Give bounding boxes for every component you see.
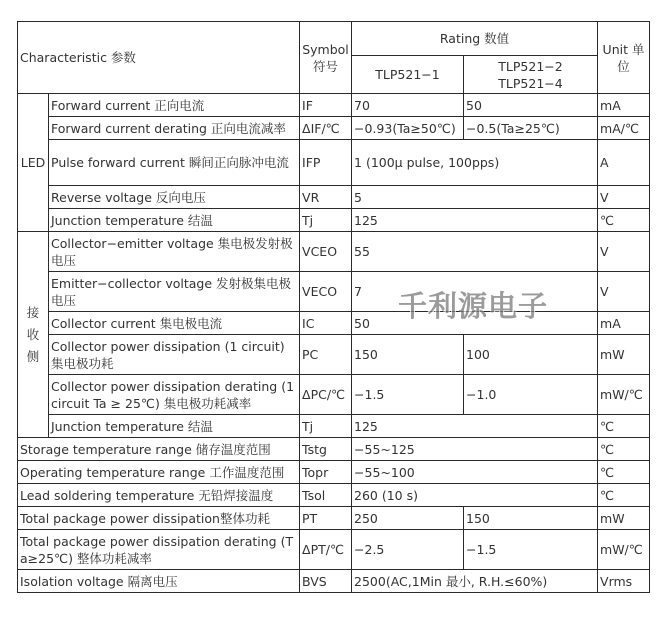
row-symbol: BVS <box>300 570 352 593</box>
row-value: 50 <box>352 312 598 335</box>
row-unit: V <box>598 272 650 312</box>
table-row <box>18 438 650 461</box>
ratings-table <box>17 21 650 593</box>
row-symbol: Tstg <box>300 438 352 461</box>
table-row <box>18 209 650 232</box>
row-value-b: 150 <box>464 507 598 530</box>
row-name: Total package power dissipation derating (Ta≥25℃) 整体功耗减率 <box>18 530 300 570</box>
table-row <box>18 232 650 272</box>
row-unit: V <box>598 186 650 209</box>
row-name: Lead soldering temperature 无铅焊接温度 <box>18 484 300 507</box>
row-symbol: Tsol <box>300 484 352 507</box>
row-value: −55~100 <box>352 461 598 484</box>
table-row <box>18 507 650 530</box>
table-row <box>18 335 650 375</box>
row-symbol: PC <box>300 335 352 375</box>
row-name: Junction temperature 结温 <box>49 415 300 438</box>
row-value: 125 <box>352 415 598 438</box>
header-rating: Rating 数值 <box>352 22 598 56</box>
header-model-b-line2: TLP521−4 <box>498 75 563 91</box>
row-unit: ℃ <box>598 209 650 232</box>
table-row <box>18 570 650 593</box>
row-unit: Vrms <box>598 570 650 593</box>
row-value: 1 (100μ pulse, 100pps) <box>352 140 598 186</box>
row-unit: ℃ <box>598 461 650 484</box>
table-row <box>18 94 650 117</box>
row-unit: mW/℃ <box>598 375 650 415</box>
row-name: Collector power dissipation derating (1 circuit Ta ≥ 25℃) 集电极功耗减率 <box>49 375 300 415</box>
group-receiver-char: 侧 <box>26 348 40 364</box>
row-name: Collector current 集电极电流 <box>49 312 300 335</box>
row-name: Collector power dissipation (1 circuit) 集电极功耗 <box>49 335 300 375</box>
table-row <box>18 312 650 335</box>
row-name: Junction temperature 结温 <box>49 209 300 232</box>
row-unit: mA/℃ <box>598 117 650 140</box>
table-row <box>18 415 650 438</box>
row-symbol: VECO <box>300 272 352 312</box>
row-name: Isolation voltage 隔离电压 <box>18 570 300 593</box>
row-symbol: Topr <box>300 461 352 484</box>
row-value-a: 70 <box>352 94 464 117</box>
table-row <box>18 140 650 186</box>
row-unit: V <box>598 232 650 272</box>
row-symbol: ΔIF/℃ <box>300 117 352 140</box>
row-name: Collector−emitter voltage 集电极发射极电压 <box>49 232 300 272</box>
row-unit: mA <box>598 94 650 117</box>
row-value-a: −0.93(Ta≥50℃) <box>352 117 464 140</box>
row-unit: A <box>598 140 650 186</box>
table-row <box>18 272 650 312</box>
row-unit: mA <box>598 312 650 335</box>
row-symbol: PT <box>300 507 352 530</box>
row-value-a: −1.5 <box>352 375 464 415</box>
row-value: −55~125 <box>352 438 598 461</box>
row-value-b: −1.5 <box>464 530 598 570</box>
header-unit: Unit 单位 <box>598 22 650 94</box>
row-unit: ℃ <box>598 484 650 507</box>
row-value-a: −2.5 <box>352 530 464 570</box>
row-name: Emitter−collector voltage 发射极集电极电压 <box>49 272 300 312</box>
row-symbol: IFP <box>300 140 352 186</box>
row-name: Operating temperature range 工作温度范围 <box>18 461 300 484</box>
row-name: Total package power dissipation整体功耗 <box>18 507 300 530</box>
row-symbol: Tj <box>300 415 352 438</box>
row-value: 260 (10 s) <box>352 484 598 507</box>
group-receiver-label <box>18 232 49 438</box>
row-value-b: 100 <box>464 335 598 375</box>
row-value: 125 <box>352 209 598 232</box>
row-symbol: Tj <box>300 209 352 232</box>
row-value-b: −1.0 <box>464 375 598 415</box>
header-model-b <box>464 56 598 94</box>
group-receiver-char: 收 <box>26 326 40 342</box>
row-value-b: 50 <box>464 94 598 117</box>
row-value: 55 <box>352 232 598 272</box>
row-name: Reverse voltage 反向电压 <box>49 186 300 209</box>
table-row <box>18 186 650 209</box>
row-symbol: VCEO <box>300 232 352 272</box>
row-value-a: 250 <box>352 507 464 530</box>
row-unit: mW/℃ <box>598 530 650 570</box>
row-symbol: ΔPC/℃ <box>300 375 352 415</box>
header-model-a: TLP521−1 <box>352 56 464 94</box>
row-symbol: VR <box>300 186 352 209</box>
watermark: 千利源电子 <box>398 289 549 323</box>
row-name: Pulse forward current 瞬间正向脉冲电流 <box>49 140 300 186</box>
table-row <box>18 461 650 484</box>
row-name: Forward current derating 正向电流减率 <box>49 117 300 140</box>
row-value: 2500(AC,1Min 最小, R.H.≤60%) <box>352 570 598 593</box>
row-name: Forward current 正向电流 <box>49 94 300 117</box>
row-unit: ℃ <box>598 415 650 438</box>
table-row <box>18 484 650 507</box>
row-symbol: IC <box>300 312 352 335</box>
row-unit: ℃ <box>598 438 650 461</box>
header-characteristic: Characteristic 参数 <box>18 22 300 94</box>
row-value: 7 <box>352 272 598 312</box>
row-unit: mW <box>598 507 650 530</box>
table-row <box>18 375 650 415</box>
group-led-label: LED <box>18 94 49 232</box>
group-receiver-char: 接 <box>26 304 40 320</box>
row-symbol: IF <box>300 94 352 117</box>
row-value-a: 150 <box>352 335 464 375</box>
row-value-b: −0.5(Ta≥25℃) <box>464 117 598 140</box>
row-symbol: ΔPT/℃ <box>300 530 352 570</box>
row-value: 5 <box>352 186 598 209</box>
table-row <box>18 530 650 570</box>
header-model-b-line1: TLP521−2 <box>498 58 563 74</box>
table-row <box>18 117 650 140</box>
header-symbol: Symbol 符号 <box>300 22 352 94</box>
row-name: Storage temperature range 储存温度范围 <box>18 438 300 461</box>
row-unit: mW <box>598 335 650 375</box>
